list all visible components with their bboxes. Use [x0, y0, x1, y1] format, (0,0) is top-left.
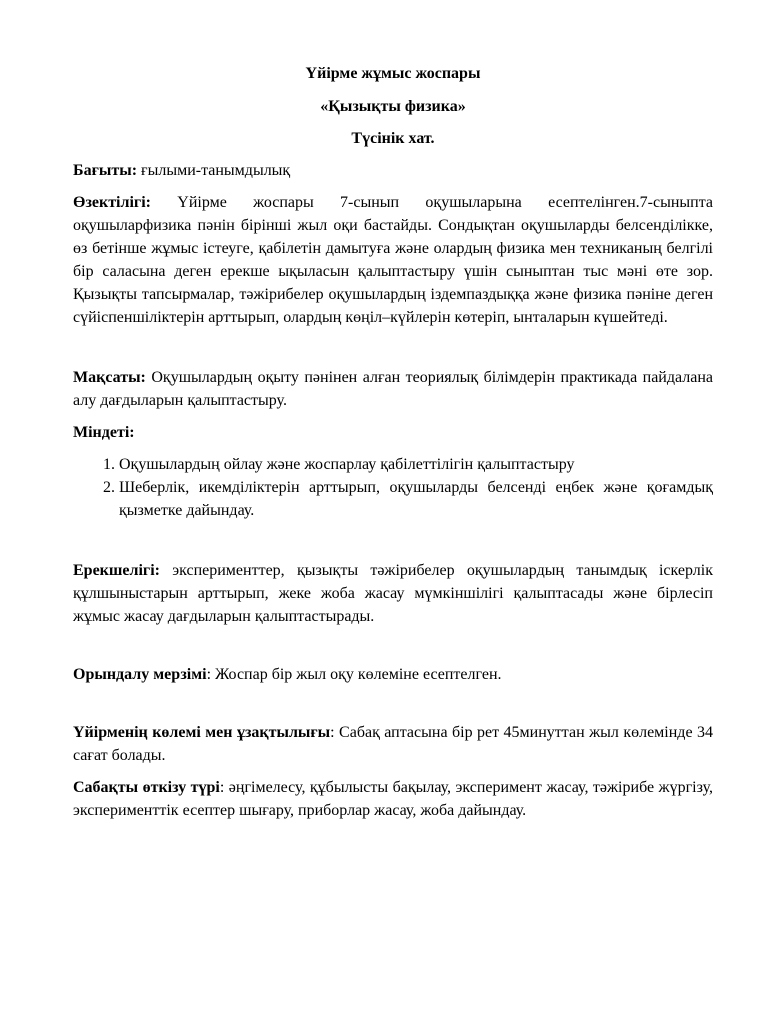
goal-paragraph — [73, 366, 713, 412]
list-item: 1. Оқушылардың ойлау және жоспарлау қабілеттілігін қалыптастыру — [119, 453, 713, 476]
lesson-type-text: : әңгімелесу, құбылысты бақылау, эксперимент жасау, тәжірибе жүргізу, эксперименттік есептер шығару, приборлар жасау, жоба дайындау. — [73, 779, 714, 819]
tasks-list — [73, 453, 713, 522]
direction-label: Бағыты: — [73, 162, 138, 179]
feature-label: Ерекшелігі: — [73, 562, 160, 579]
tasks-label: Міндеті: — [73, 424, 135, 441]
list-item: 2. Шеберлік, икемділіктерін арттырып, оқушыларды белсенді еңбек және қоғамдық қызметке дайындау. — [119, 476, 713, 522]
document-page — [73, 62, 713, 831]
goal-label: Мақсаты: — [73, 369, 146, 386]
volume-text: : Сабақ аптасына бір рет 45минуттан жыл көлемінде 34 сағат болады. — [73, 724, 713, 764]
feature-text: эксперименттер, қызықты тәжірибелер оқушылардың танымдық іскерлік құлшыныстарын арттырып, жеке жоба жасау мүмкіншілігі қалыптасады және бірлесіп жұмыс жасау дағдыларын қалыптастырады. — [73, 562, 713, 625]
tasks-heading — [73, 421, 713, 444]
volume-paragraph — [73, 721, 713, 767]
section-heading: Түсінік хат. — [351, 130, 435, 147]
term-text: : Жоспар бір жыл оқу көлеміне есептелген. — [206, 666, 502, 683]
goal-text: Оқушылардың оқыту пәнінен алған теориялық білімдерін практикада пайдалана алу дағдыларын қалыптастыру. — [73, 369, 713, 409]
document-title: Үйірме жұмыс жоспары — [305, 65, 481, 82]
term-label: Орындалу мерзімі — [73, 666, 207, 683]
direction-paragraph — [73, 159, 713, 182]
direction-text: ғылыми-танымдылық — [137, 162, 291, 179]
relevance-paragraph — [73, 191, 713, 329]
lesson-type-paragraph — [73, 776, 713, 822]
volume-label: Үйірменің көлемі мен ұзақтылығы — [73, 724, 331, 741]
relevance-label: Өзектілігі: — [73, 194, 151, 211]
lesson-type-label: Сабақты өткізу түрі — [73, 779, 220, 796]
relevance-text: Үйірме жоспары 7-сынып оқушыларына есептелінген.7-сыныпта оқушыларфизика пәнін бірінші жыл оқи бастайды. Сондықтан оқушыларды белсенділікке, өз бетінше жұмыс істеуге, қабілетін дамытуға және олардың физика мен техниканың белгілі бір саласына деген ерекше ықыласын қалыптастыру үшін сыныптан тыс мәні өте зор. Қызықты тапсырмалар, тәжірибелер оқушылардың іздемпаздыққа және физика пәніне деген сүйіспеншіліктерін арттырып, олардың көңіл–күйлерін көтеріп, ынталарын күшейтеді. — [73, 194, 713, 326]
document-subtitle: «Қызықты физика» — [320, 98, 466, 115]
feature-paragraph — [73, 559, 713, 628]
term-paragraph — [73, 663, 713, 686]
